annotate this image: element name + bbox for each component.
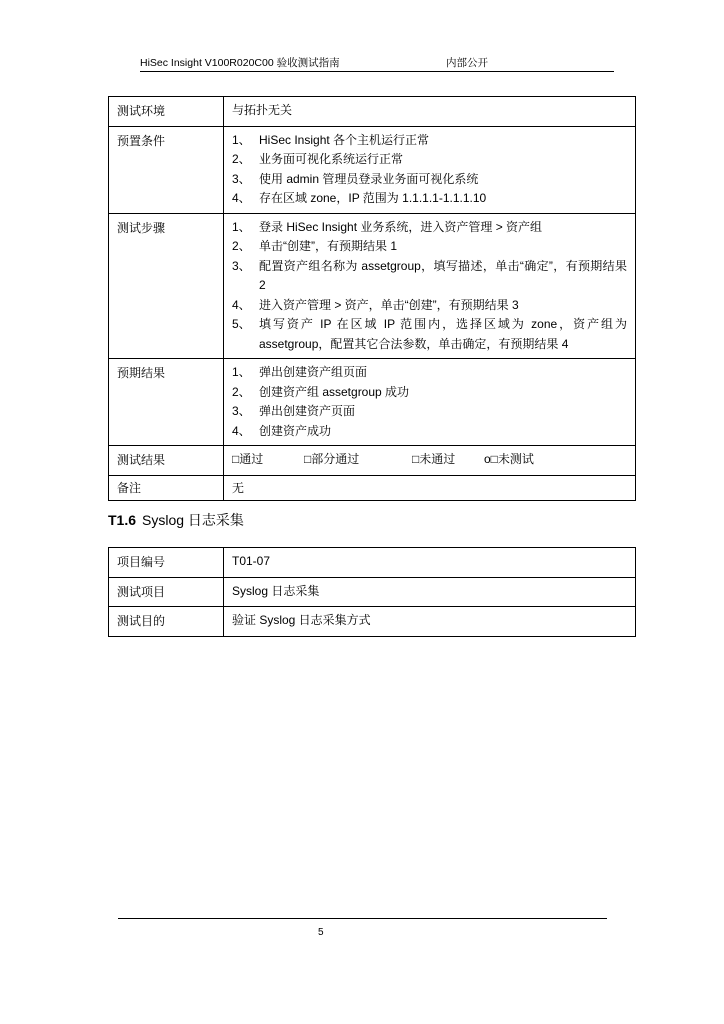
list-item (232, 131, 635, 151)
item-number: 1、 (232, 219, 251, 234)
row-label: 测试步骤 (109, 213, 224, 359)
list-item (232, 383, 635, 403)
item-number: 2、 (232, 384, 251, 399)
row-label: 预期结果 (109, 359, 224, 446)
table-row (109, 97, 636, 127)
item-text: 业务面可视化系统运行正常 (259, 152, 404, 166)
item-text: 使用 admin 管理员登录业务面可视化系统 (259, 171, 479, 186)
list-item (232, 315, 627, 354)
row-value: T01-07 (224, 548, 636, 578)
row-label: 预置条件 (109, 126, 224, 213)
item-text: HiSec Insight 各个主机运行正常 (259, 132, 430, 147)
header-doc-title: HiSec Insight V100R020C00 验收测试指南 (140, 57, 340, 69)
list-item (232, 170, 635, 190)
item-number: 4、 (232, 423, 251, 438)
row-label: 项目编号 (109, 548, 224, 578)
list-item (232, 402, 635, 422)
item-number: 4、 (232, 191, 251, 205)
item-number: 5、 (232, 317, 251, 331)
item-text: 填写资产 IP 在区域 IP 范围内，选择区域为 zone，资产组为 assetgroup，配置其它合法参数，单击确定，有预期结果 4 (259, 317, 627, 351)
precondition-list (224, 126, 636, 213)
item-text: 配置资产组名称为 assetgroup，填写描述，单击“确定”，有预期结果 2 (259, 258, 627, 292)
list-item (232, 189, 635, 209)
list-item (232, 150, 635, 170)
result-option-pass[interactable]: □通过 (232, 452, 264, 466)
list-item (232, 296, 627, 316)
expected-list (224, 359, 636, 446)
result-option-fail[interactable]: □未通过 (412, 452, 456, 466)
section-number: T1.6 (108, 512, 137, 528)
row-value: 验证 Syslog 日志采集方式 (224, 607, 636, 637)
row-value: 无 (224, 475, 636, 501)
table-row (109, 359, 636, 446)
result-option-untested[interactable]: o□未测试 (484, 452, 534, 466)
table-row (109, 446, 636, 476)
item-text: 登录 HiSec Insight 业务系统，进入资产管理 > 资产组 (259, 219, 543, 234)
table-row (109, 213, 636, 359)
page-number: 5 (318, 927, 324, 938)
item-text: 进入资产管理 > 资产，单击“创建”，有预期结果 3 (259, 297, 519, 312)
item-text: 创建资产成功 (259, 423, 332, 438)
row-value: 与拓扑无关 (224, 97, 636, 127)
row-value: Syslog 日志采集 (224, 577, 636, 607)
item-text: 创建资产组 assetgroup 成功 (259, 384, 410, 399)
item-text: 弹出创建资产页面 (259, 404, 356, 418)
table-row (109, 607, 636, 637)
table-row (109, 548, 636, 578)
item-text: 存在区域 zone，IP 范围为 1.1.1.1-1.1.1.10 (259, 191, 487, 205)
row-label: 测试结果 (109, 446, 224, 476)
item-number: 2、 (232, 152, 251, 166)
row-label: 测试目的 (109, 607, 224, 637)
test-case-table (108, 96, 636, 501)
table-row (109, 126, 636, 213)
item-number: 1、 (232, 132, 251, 147)
item-number: 3、 (232, 404, 251, 418)
item-text: 单击“创建”，有预期结果 1 (259, 239, 398, 253)
footer-divider (118, 918, 607, 919)
result-option-partial[interactable]: □部分通过 (304, 452, 360, 466)
row-label: 测试环境 (109, 97, 224, 127)
section-heading (108, 510, 244, 530)
item-number: 3、 (232, 171, 251, 186)
item-number: 3、 (232, 258, 251, 273)
list-item (232, 422, 635, 442)
project-info-table (108, 547, 636, 637)
list-item (232, 363, 635, 383)
table-row (109, 577, 636, 607)
section-title: Syslog 日志采集 (142, 512, 244, 528)
item-number: 4、 (232, 297, 251, 312)
result-options (224, 446, 636, 476)
list-item (232, 257, 627, 296)
item-text: 弹出创建资产组页面 (259, 365, 368, 379)
header-divider (140, 71, 614, 72)
list-item (232, 218, 627, 238)
steps-list (224, 213, 636, 359)
item-number: 2、 (232, 239, 251, 253)
row-label: 测试项目 (109, 577, 224, 607)
header-classification: 内部公开 (446, 57, 488, 69)
row-label: 备注 (109, 475, 224, 501)
item-number: 1、 (232, 365, 251, 379)
list-item (232, 237, 627, 257)
table-row (109, 475, 636, 501)
